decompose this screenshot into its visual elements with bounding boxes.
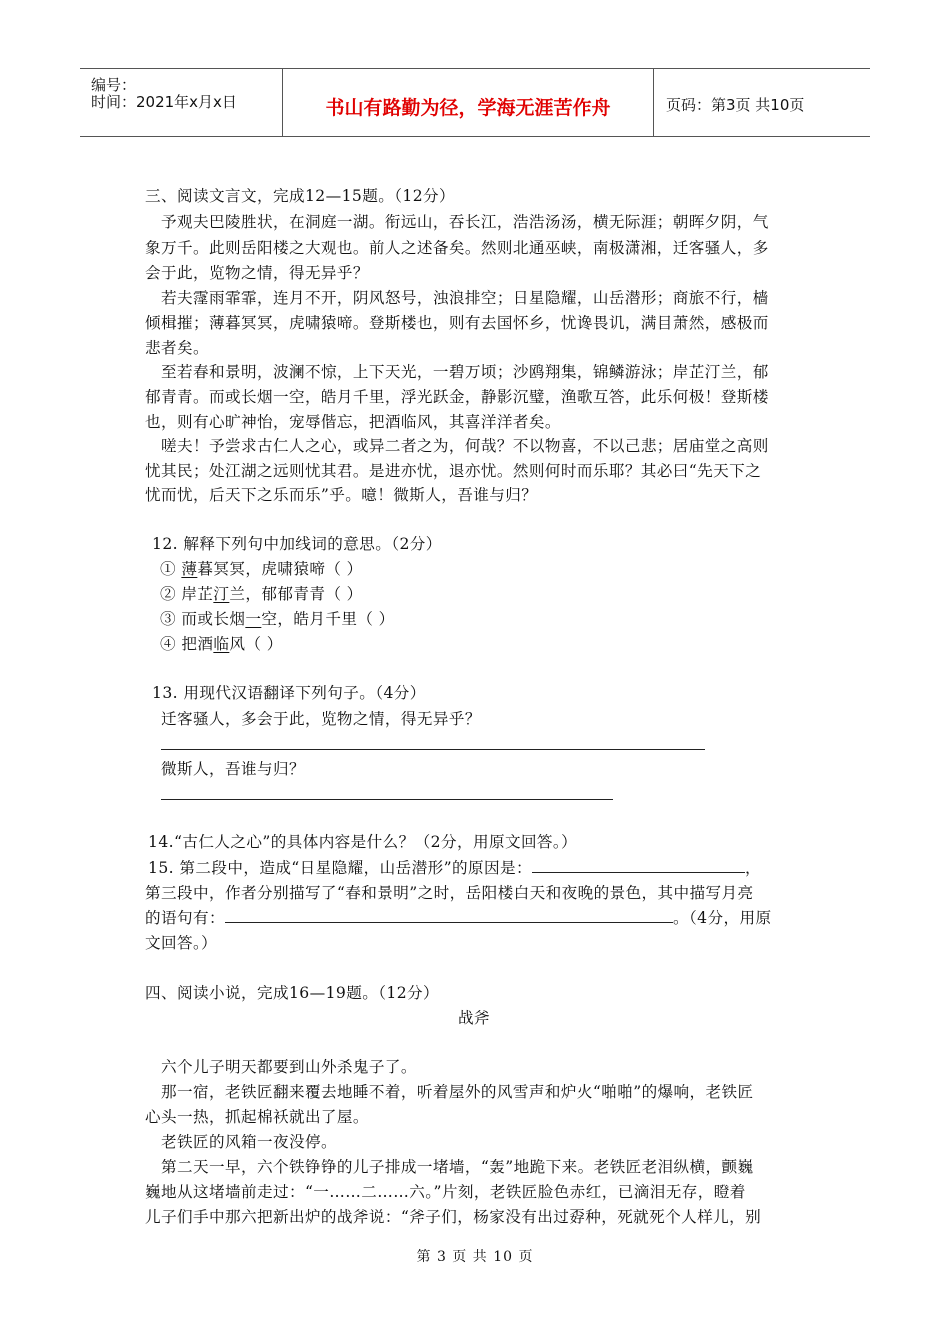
passage-line: 也，则有心旷神怡，宠辱偕忘，把酒临风，其喜洋洋者矣。 xyxy=(145,413,561,431)
story-line: 那一宿，老铁匠翻来覆去地睡不着，听着屋外的风雪声和炉火“啪啪”的爆响，老铁匠 xyxy=(161,1083,754,1101)
header-page-label: 页码：第3页 共10页 xyxy=(666,96,805,114)
doc-date-label: 时间：2021年x月x日 xyxy=(91,93,237,111)
section3-heading: 三、阅读文言文，完成12—15题。（12分） xyxy=(145,187,456,205)
underlined-word: 汀 xyxy=(213,585,230,603)
q15-line-4: 文回答。） xyxy=(145,934,218,952)
page-footer: 第 3 页 共 10 页 xyxy=(416,1249,534,1265)
passage-line: 予观夫巴陵胜状，在洞庭一湖。衔远山，吞长江，浩浩汤汤，横无际涯；朝晖夕阴，气 xyxy=(161,213,769,231)
passage-line: 忧而忧，后天下之乐而乐”乎。噫！微斯人，吾谁与归？ xyxy=(145,486,538,504)
story-line: 六个儿子明天都要到山外杀鬼子了。 xyxy=(161,1058,417,1076)
doc-number-label: 编号： xyxy=(91,76,137,94)
header-motto-cell xyxy=(283,69,654,136)
q12-item: ③ 而或长烟一空，皓月千里（ ） xyxy=(160,610,395,628)
passage-line: 至若春和景明，波澜不惊，上下天光，一碧万顷；沙鸥翔集，锦鳞游泳；岸芷汀兰，郁 xyxy=(161,363,769,381)
q15-line-2: 第三段中，作者分别描写了“春和景明”之时，岳阳楼白天和夜晚的景色，其中描写月亮 xyxy=(145,884,754,902)
answer-blank[interactable] xyxy=(532,858,745,873)
page-header xyxy=(80,68,870,137)
passage-line: 嗟夫！予尝求古仁人之心，或异二者之为，何哉？不以物喜，不以己悲；居庙堂之高则 xyxy=(161,437,769,455)
q12-item: ④ 把酒临风（ ） xyxy=(160,635,283,653)
header-page-cell xyxy=(654,69,870,136)
passage-line: 郁青青。而或长烟一空，皓月千里，浮光跃金，静影沉璧，渔歌互答，此乐何极！登斯楼 xyxy=(145,388,769,406)
passage-line: 倾楫摧；薄暮冥冥，虎啸猿啼。登斯楼也，则有去国怀乡，忧谗畏讥，满目萧然，感极而 xyxy=(145,314,769,332)
q13-sentence-2: 微斯人，吾谁与归？ xyxy=(161,760,305,778)
section4-heading: 四、阅读小说，完成16—19题。（12分） xyxy=(145,984,440,1002)
q14-stem: 14.“古仁人之心”的具体内容是什么？（2分，用原文回答。） xyxy=(148,833,578,851)
q13-stem: 13. 用现代汉语翻译下列句子。（4分） xyxy=(152,684,426,702)
header-motto: 书山有路勤为径，学海无涯苦作舟 xyxy=(325,97,611,119)
passage-line: 忧其民；处江湖之远则忧其君。是进亦忧，退亦忧。然则何时而乐耶？其必曰“先天下之 xyxy=(145,462,762,480)
answer-line[interactable] xyxy=(161,749,705,750)
underlined-word: 薄 xyxy=(181,560,198,578)
passage-line: 会于此，览物之情，得无异乎？ xyxy=(145,264,369,282)
story-line: 第二天一早，六个铁铮铮的儿子排成一堵墙，“轰”地跪下来。老铁匠老泪纵横，颤巍 xyxy=(161,1158,754,1176)
story-line: 儿子们手中那六把新出炉的战斧说：“斧子们，杨家没有出过孬种，死就死个人样儿，别 xyxy=(145,1208,762,1226)
answer-blank[interactable] xyxy=(225,908,673,923)
passage-line: 悲者矣。 xyxy=(145,339,209,357)
story-line: 心头一热，抓起棉袄就出了屋。 xyxy=(145,1108,369,1126)
q15-line-1: 15. 第二段中，造成“日星隐耀，山岳潜形”的原因是： ， xyxy=(148,859,761,877)
header-meta-cell xyxy=(80,69,283,136)
q15-line-3: 的语句有： 。（4分，用原 xyxy=(145,909,772,927)
answer-line[interactable] xyxy=(161,799,613,800)
q13-sentence-1: 迁客骚人，多会于此，览物之情，得无异乎？ xyxy=(161,710,481,728)
q12-item: ① 薄暮冥冥，虎啸猿啼（ ） xyxy=(160,560,363,578)
story-title: 战斧 xyxy=(458,1009,490,1027)
q12-stem: 12. 解释下列句中加线词的意思。（2分） xyxy=(152,535,442,553)
passage-line: 象万千。此则岳阳楼之大观也。前人之述备矣。然则北通巫峡，南极潇湘，迁客骚人，多 xyxy=(145,239,769,257)
q12-item: ② 岸芷汀兰，郁郁青青（ ） xyxy=(160,585,363,603)
story-line: 老铁匠的风箱一夜没停。 xyxy=(161,1133,337,1151)
passage-line: 若夫霪雨霏霏，连月不开，阴风怒号，浊浪排空；日星隐耀，山岳潜形；商旅不行，樯 xyxy=(161,289,769,307)
underlined-word: 临 xyxy=(213,635,230,653)
story-line: 巍地从这堵墙前走过：“一……二……六。”片刻，老铁匠脸色赤红，已滴泪无存，瞪着 xyxy=(145,1183,746,1201)
underlined-word: 一 xyxy=(245,610,262,628)
